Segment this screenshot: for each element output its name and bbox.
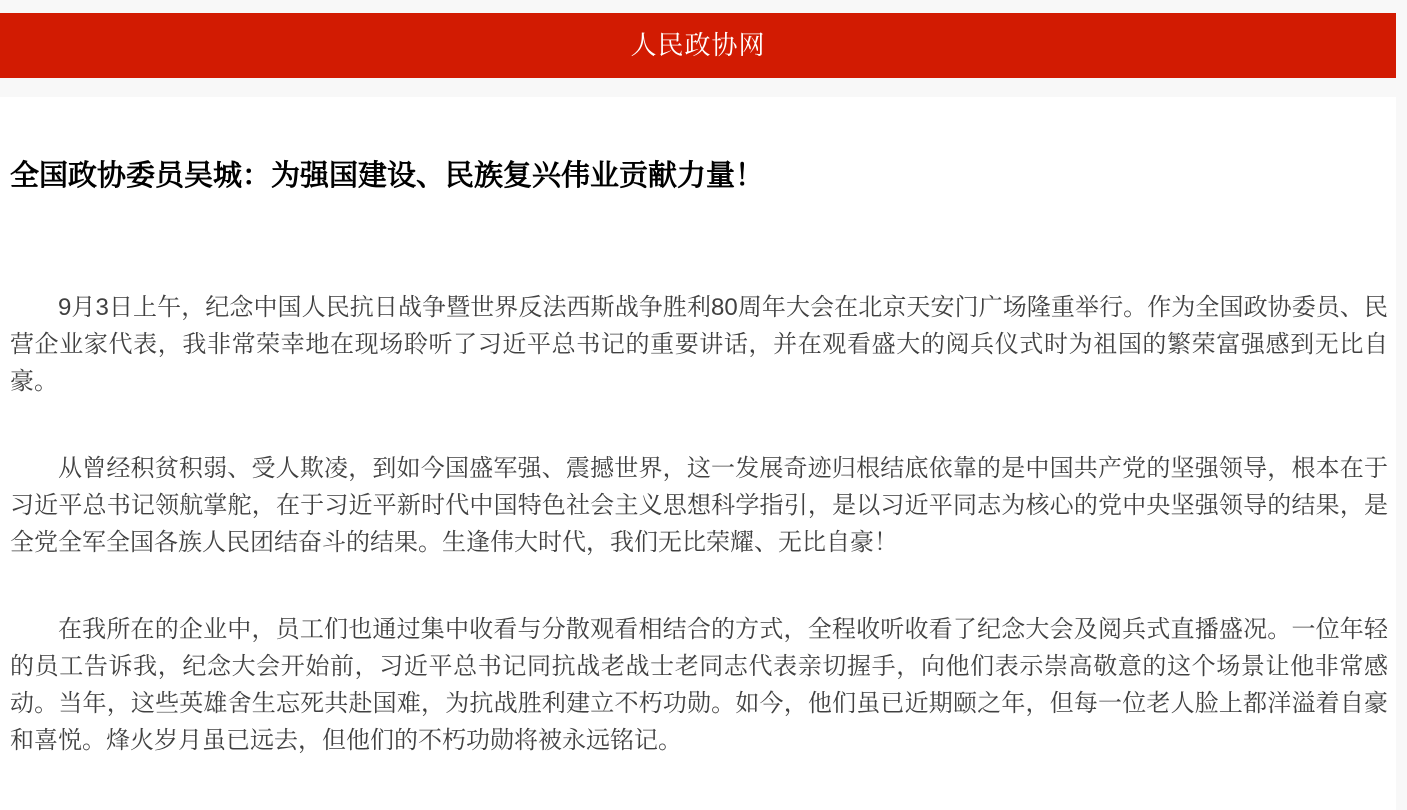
page	[0, 13, 1396, 810]
article-container	[0, 97, 1396, 810]
article-paragraph: 在我所在的企业中，员工们也通过集中收看与分散观看相结合的方式，全程收听收看了纪念大会及阅兵式直播盛况。一位年轻的员工告诉我，纪念大会开始前，习近平总书记同抗战老战士老同志代表亲切握手，向他们表示崇高敬意的这个场景让他非常感动。当年，这些英雄舍生忘死共赴国难，为抗战胜利建立不朽功勋。如今，他们虽已近期颐之年，但每一位老人脸上都洋溢着自豪和喜悦。烽火岁月虽已远去，但他们的不朽功勋将被永远铭记。	[10, 616, 1388, 754]
article-paragraph: 从曾经积贫积弱、受人欺凌，到如今国盛军强、震撼世界，这一发展奇迹归根结底依靠的是中国共产党的坚强领导，根本在于习近平总书记领航掌舵，在于习近平新时代中国特色社会主义思想科学指引，是以习近平同志为核心的党中央坚强领导的结果，是全党全军全国各族人民团结奋斗的结果。生逢伟大时代，我们无比荣耀、无比自豪！	[10, 455, 1388, 556]
article-paragraph: 9月3日上午，纪念中国人民抗日战争暨世界反法西斯战争胜利80周年大会在北京天安门广场隆重举行。作为全国政协委员、民营企业家代表，我非常荣幸地在现场聆听了习近平总书记的重要讲话，并在观看盛大的阅兵仪式时为祖国的繁荣富强感到无比自豪。	[10, 294, 1388, 395]
article-body	[10, 289, 1388, 759]
site-title[interactable]: 人民政协网	[630, 30, 766, 60]
site-header-bar	[0, 13, 1396, 78]
article-title: 全国政协委员吴城：为强国建设、民族复兴伟业贡献力量！	[10, 160, 765, 192]
